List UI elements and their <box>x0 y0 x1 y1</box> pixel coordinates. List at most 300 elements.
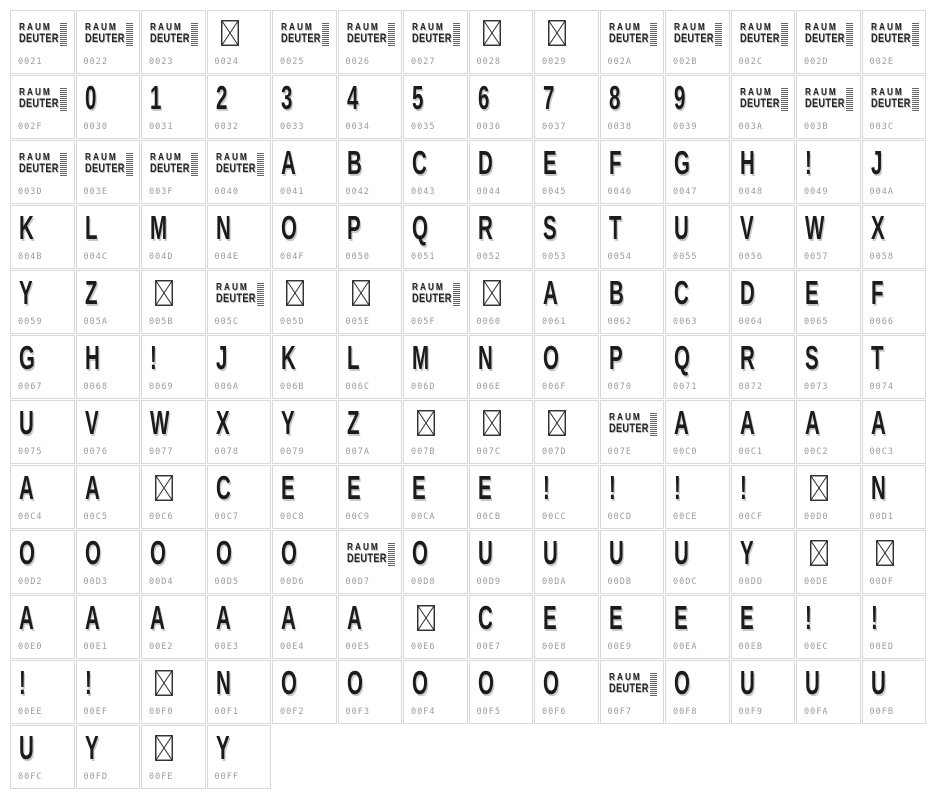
unicode-code-label: 002C <box>738 57 763 67</box>
glyph-cell[interactable] <box>141 205 206 269</box>
logo-vertical-microtext <box>912 88 919 112</box>
glyph-cell[interactable] <box>600 595 665 659</box>
character-glyph: E <box>543 144 557 181</box>
glyph-cell[interactable] <box>469 335 534 399</box>
glyph-cell[interactable] <box>338 205 403 269</box>
unicode-code-label: 00DF <box>869 577 894 587</box>
glyph-cell[interactable] <box>534 270 599 334</box>
unicode-code-label: 0054 <box>607 252 632 262</box>
glyph-cell[interactable] <box>469 595 534 659</box>
character-glyph: U <box>477 534 493 571</box>
glyph-cell[interactable] <box>534 465 599 529</box>
character-glyph: A <box>19 469 34 506</box>
unicode-code-label: 00DB <box>607 577 632 587</box>
glyph-cell[interactable] <box>796 595 861 659</box>
logo-line1: RAUM <box>215 152 249 163</box>
logo-vertical-microtext <box>257 283 264 307</box>
character-glyph: Y <box>19 274 33 311</box>
logo-line1: RAUM <box>19 22 52 33</box>
glyph-cell[interactable] <box>600 660 665 724</box>
glyph-cell[interactable] <box>10 270 75 334</box>
glyph-cell[interactable] <box>76 140 141 204</box>
character-glyph: E <box>346 469 361 506</box>
character-glyph: K <box>19 209 34 246</box>
logo-vertical-microtext <box>322 23 329 47</box>
glyph-cell[interactable] <box>469 270 534 334</box>
glyph-cell[interactable] <box>469 465 534 529</box>
glyph-cell[interactable] <box>141 270 206 334</box>
character-glyph: ! <box>84 664 92 701</box>
glyph-cell[interactable] <box>403 270 468 334</box>
glyph-cell[interactable] <box>207 140 272 204</box>
unicode-code-label: 00E9 <box>607 642 632 652</box>
character-glyph: Q <box>412 209 428 246</box>
glyph-cell[interactable] <box>731 530 796 594</box>
glyph-cell[interactable] <box>207 530 272 594</box>
glyph-cell[interactable] <box>469 75 534 139</box>
glyph-cell[interactable] <box>272 400 337 464</box>
glyph-cell[interactable] <box>796 205 861 269</box>
character-glyph: O <box>412 664 428 701</box>
notdef-box-icon <box>352 280 370 306</box>
glyph-cell[interactable] <box>403 595 468 659</box>
glyph-cell[interactable] <box>534 10 599 74</box>
logo-vertical-microtext <box>191 153 198 177</box>
glyph-cell[interactable] <box>76 725 141 789</box>
glyph-cell[interactable] <box>534 530 599 594</box>
glyph-cell[interactable] <box>796 75 861 139</box>
glyph-cell[interactable] <box>665 530 730 594</box>
unicode-code-label: 0027 <box>411 57 436 67</box>
glyph-cell[interactable] <box>76 270 141 334</box>
character-glyph: O <box>150 534 166 571</box>
glyph-cell[interactable] <box>338 335 403 399</box>
glyph-cell[interactable] <box>10 205 75 269</box>
character-glyph: U <box>739 664 755 701</box>
glyph-cell[interactable] <box>207 465 272 529</box>
unicode-code-label: 006A <box>214 382 239 392</box>
glyph-cell[interactable] <box>76 10 141 74</box>
unicode-code-label: 007E <box>607 447 632 457</box>
unicode-code-label: 006C <box>345 382 370 392</box>
unicode-code-label: 00E7 <box>476 642 501 652</box>
glyph-cell[interactable] <box>665 10 730 74</box>
glyph-cell[interactable] <box>862 530 927 594</box>
glyph-cell[interactable] <box>338 530 403 594</box>
logo-line2: DEUTER <box>281 33 321 45</box>
logo-line1: RAUM <box>412 22 445 33</box>
raumdeuter-logo-glyph <box>347 542 399 568</box>
glyph-cell[interactable] <box>665 75 730 139</box>
glyph-cell[interactable] <box>862 465 927 529</box>
unicode-code-label: 00CB <box>476 512 501 522</box>
unicode-code-label: 00DA <box>542 577 567 587</box>
raumdeuter-logo-glyph <box>674 22 726 48</box>
glyph-cell[interactable] <box>862 595 927 659</box>
glyph-cell[interactable] <box>338 465 403 529</box>
glyph-cell[interactable] <box>469 140 534 204</box>
character-glyph: R <box>739 339 755 376</box>
glyph-cell[interactable] <box>403 10 468 74</box>
notdef-box-icon <box>221 20 239 46</box>
glyph-cell[interactable] <box>731 205 796 269</box>
glyph-cell[interactable] <box>272 335 337 399</box>
glyph-cell[interactable] <box>272 530 337 594</box>
unicode-code-label: 005E <box>345 317 370 327</box>
logo-line1: RAUM <box>739 87 773 98</box>
raumdeuter-logo-glyph <box>216 152 268 178</box>
glyph-cell[interactable] <box>665 660 730 724</box>
logo-vertical-microtext <box>781 23 788 47</box>
glyph-cell[interactable] <box>600 530 665 594</box>
character-glyph: 6 <box>477 79 489 116</box>
character-glyph: Z <box>84 274 98 311</box>
glyph-cell[interactable] <box>600 140 665 204</box>
glyph-cell[interactable] <box>600 335 665 399</box>
unicode-code-label: 00FF <box>214 772 239 782</box>
glyph-cell[interactable] <box>141 465 206 529</box>
glyph-cell[interactable] <box>141 595 206 659</box>
glyph-cell[interactable] <box>862 10 927 74</box>
logo-vertical-microtext <box>388 543 395 567</box>
glyph-cell[interactable] <box>796 465 861 529</box>
unicode-code-label: 0058 <box>869 252 894 262</box>
character-glyph: A <box>215 599 231 636</box>
notdef-box-icon <box>483 280 501 306</box>
unicode-code-label: 00CE <box>673 512 698 522</box>
glyph-cell[interactable] <box>272 595 337 659</box>
character-glyph: Y <box>739 534 754 571</box>
glyph-cell[interactable] <box>731 465 796 529</box>
character-glyph: E <box>674 599 688 636</box>
glyph-cell[interactable] <box>534 335 599 399</box>
unicode-code-label: 006B <box>280 382 305 392</box>
glyph-cell[interactable] <box>10 725 75 789</box>
glyph-cell[interactable] <box>469 205 534 269</box>
unicode-code-label: 003F <box>149 187 174 197</box>
unicode-code-label: 0032 <box>214 122 239 132</box>
unicode-code-label: 0041 <box>280 187 305 197</box>
unicode-code-label: 0042 <box>345 187 370 197</box>
glyph-cell[interactable] <box>731 10 796 74</box>
glyph-cell[interactable] <box>10 10 75 74</box>
notdef-box-icon <box>417 605 435 631</box>
glyph-cell[interactable] <box>10 140 75 204</box>
glyph-cell[interactable] <box>731 595 796 659</box>
glyph-cell[interactable] <box>534 140 599 204</box>
character-glyph: T <box>870 339 884 376</box>
glyph-cell[interactable] <box>403 75 468 139</box>
glyph-cell[interactable] <box>469 660 534 724</box>
glyph-cell[interactable] <box>862 205 927 269</box>
unicode-code-label: 0030 <box>83 122 108 132</box>
glyph-cell[interactable] <box>338 270 403 334</box>
unicode-code-label: 0045 <box>542 187 567 197</box>
glyph-cell[interactable] <box>665 270 730 334</box>
glyph-cell[interactable] <box>534 75 599 139</box>
unicode-code-label: 00EF <box>83 707 108 717</box>
glyph-cell[interactable] <box>272 270 337 334</box>
glyph-cell[interactable] <box>403 335 468 399</box>
glyph-cell[interactable] <box>272 660 337 724</box>
raumdeuter-logo-glyph <box>19 152 71 178</box>
glyph-cell[interactable] <box>141 10 206 74</box>
character-glyph: H <box>84 339 100 376</box>
logo-vertical-microtext <box>126 153 133 177</box>
glyph-cell[interactable] <box>207 660 272 724</box>
glyph-cell[interactable] <box>272 140 337 204</box>
logo-line2: DEUTER <box>805 33 845 45</box>
unicode-code-label: 00E8 <box>542 642 567 652</box>
character-glyph: N <box>870 469 886 506</box>
glyph-cell[interactable] <box>207 270 272 334</box>
glyph-cell[interactable] <box>10 530 75 594</box>
logo-vertical-microtext <box>60 88 67 112</box>
unicode-code-label: 004F <box>280 252 305 262</box>
glyph-cell[interactable] <box>731 140 796 204</box>
glyph-cell[interactable] <box>796 660 861 724</box>
glyph-cell[interactable] <box>469 400 534 464</box>
glyph-cell[interactable] <box>207 335 272 399</box>
glyph-cell[interactable] <box>10 335 75 399</box>
glyph-cell[interactable] <box>862 75 927 139</box>
glyph-cell[interactable] <box>76 660 141 724</box>
glyph-cell[interactable] <box>600 10 665 74</box>
character-glyph: L <box>346 339 360 376</box>
glyph-cell[interactable] <box>76 205 141 269</box>
glyph-cell[interactable] <box>403 140 468 204</box>
unicode-code-label: 002E <box>869 57 894 67</box>
character-glyph: U <box>608 534 624 571</box>
glyph-cell[interactable] <box>403 205 468 269</box>
glyph-cell[interactable] <box>141 140 206 204</box>
unicode-code-label: 007B <box>411 447 436 457</box>
glyph-cell[interactable] <box>403 530 468 594</box>
unicode-code-label: 0047 <box>673 187 698 197</box>
glyph-cell[interactable] <box>534 205 599 269</box>
unicode-code-label: 0062 <box>607 317 632 327</box>
glyph-cell[interactable] <box>10 75 75 139</box>
unicode-code-label: 00F5 <box>476 707 501 717</box>
glyph-cell[interactable] <box>862 660 927 724</box>
glyph-cell[interactable] <box>600 270 665 334</box>
glyph-cell[interactable] <box>796 270 861 334</box>
unicode-code-label: 00C7 <box>214 512 239 522</box>
logo-line2: DEUTER <box>739 98 780 110</box>
unicode-code-label: 004D <box>149 252 174 262</box>
glyph-cell[interactable] <box>534 660 599 724</box>
glyph-cell[interactable] <box>403 400 468 464</box>
glyph-cell[interactable] <box>600 400 665 464</box>
logo-line1: RAUM <box>608 22 642 33</box>
glyph-cell[interactable] <box>862 335 927 399</box>
logo-line1: RAUM <box>84 152 118 163</box>
character-glyph: ! <box>543 469 550 506</box>
character-glyph: A <box>150 599 165 636</box>
glyph-cell[interactable] <box>796 400 861 464</box>
logo-line2: DEUTER <box>150 33 190 45</box>
unicode-code-label: 004A <box>869 187 894 197</box>
glyph-cell[interactable] <box>665 595 730 659</box>
glyph-cell[interactable] <box>731 660 796 724</box>
glyph-cell[interactable] <box>10 465 75 529</box>
logo-vertical-microtext <box>453 23 460 47</box>
glyph-cell[interactable] <box>338 660 403 724</box>
glyph-cell[interactable] <box>338 75 403 139</box>
glyph-cell[interactable] <box>600 465 665 529</box>
unicode-code-label: 00D8 <box>411 577 436 587</box>
glyph-cell[interactable] <box>665 465 730 529</box>
glyph-cell[interactable] <box>665 400 730 464</box>
unicode-code-label: 006E <box>476 382 501 392</box>
glyph-cell[interactable] <box>665 140 730 204</box>
glyph-cell[interactable] <box>141 400 206 464</box>
character-glyph: G <box>674 144 690 181</box>
logo-line2: DEUTER <box>674 33 714 45</box>
character-glyph: T <box>608 209 622 246</box>
glyph-cell[interactable] <box>796 140 861 204</box>
logo-line1: RAUM <box>346 22 380 33</box>
unicode-code-label: 0051 <box>411 252 436 262</box>
glyph-cell[interactable] <box>10 595 75 659</box>
logo-line1: RAUM <box>739 22 773 33</box>
logo-vertical-microtext <box>781 88 788 112</box>
character-glyph: V <box>84 404 99 441</box>
character-glyph: A <box>543 274 558 311</box>
glyph-cell[interactable] <box>600 75 665 139</box>
unicode-code-label: 0022 <box>83 57 108 67</box>
glyph-cell[interactable] <box>796 335 861 399</box>
glyph-cell[interactable] <box>534 400 599 464</box>
character-glyph: Z <box>346 404 360 441</box>
character-glyph: ! <box>739 469 747 506</box>
unicode-code-label: 00FD <box>83 772 108 782</box>
glyph-cell[interactable] <box>600 205 665 269</box>
glyph-cell[interactable] <box>272 205 337 269</box>
glyph-cell[interactable] <box>207 595 272 659</box>
glyph-cell[interactable] <box>272 10 337 74</box>
glyph-cell[interactable] <box>141 660 206 724</box>
glyph-cell[interactable] <box>76 530 141 594</box>
glyph-cell[interactable] <box>534 595 599 659</box>
glyph-cell[interactable] <box>469 10 534 74</box>
unicode-code-label: 00EA <box>673 642 698 652</box>
glyph-cell[interactable] <box>207 75 272 139</box>
unicode-code-label: 0044 <box>476 187 501 197</box>
glyph-cell[interactable] <box>338 400 403 464</box>
glyph-cell[interactable] <box>272 465 337 529</box>
glyph-cell[interactable] <box>731 400 796 464</box>
unicode-code-label: 0031 <box>149 122 174 132</box>
glyph-cell[interactable] <box>76 465 141 529</box>
character-glyph: P <box>608 339 623 376</box>
raumdeuter-logo-glyph <box>19 87 71 113</box>
character-glyph: N <box>215 209 231 246</box>
glyph-cell[interactable] <box>731 75 796 139</box>
glyph-cell[interactable] <box>76 400 141 464</box>
glyph-cell[interactable] <box>207 205 272 269</box>
glyph-cell[interactable] <box>141 335 206 399</box>
unicode-code-label: 003D <box>18 187 43 197</box>
character-glyph: E <box>543 599 557 636</box>
character-glyph: D <box>477 144 493 181</box>
glyph-cell[interactable] <box>862 400 927 464</box>
character-glyph: C <box>477 599 493 636</box>
glyph-cell[interactable] <box>862 140 927 204</box>
glyph-cell[interactable] <box>141 530 206 594</box>
glyph-cell[interactable] <box>469 530 534 594</box>
glyph-cell[interactable] <box>76 75 141 139</box>
glyph-cell[interactable] <box>272 75 337 139</box>
glyph-cell[interactable] <box>796 10 861 74</box>
character-glyph: 7 <box>543 79 555 116</box>
glyph-cell[interactable] <box>76 335 141 399</box>
glyph-cell[interactable] <box>207 10 272 74</box>
unicode-code-label: 00CF <box>738 512 763 522</box>
logo-line2: DEUTER <box>608 683 649 695</box>
glyph-cell[interactable] <box>862 270 927 334</box>
logo-line2: DEUTER <box>215 293 256 305</box>
unicode-code-label: 0065 <box>804 317 829 327</box>
unicode-code-label: 0064 <box>738 317 763 327</box>
unicode-code-label: 00C9 <box>345 512 370 522</box>
glyph-cell[interactable] <box>403 660 468 724</box>
character-glyph: Q <box>674 339 690 376</box>
glyph-cell[interactable] <box>731 335 796 399</box>
unicode-code-label: 0073 <box>804 382 829 392</box>
unicode-code-label: 0066 <box>869 317 894 327</box>
glyph-cell[interactable] <box>141 725 206 789</box>
raumdeuter-logo-glyph <box>150 22 202 48</box>
glyph-cell[interactable] <box>207 725 272 789</box>
character-glyph: G <box>19 339 35 376</box>
glyph-cell[interactable] <box>141 75 206 139</box>
unicode-code-label: 0028 <box>476 57 501 67</box>
unicode-code-label: 00F2 <box>280 707 305 717</box>
glyph-cell[interactable] <box>403 465 468 529</box>
unicode-code-label: 0075 <box>18 447 43 457</box>
unicode-code-label: 00F6 <box>542 707 567 717</box>
raumdeuter-logo-glyph <box>412 282 464 308</box>
logo-line2: DEUTER <box>805 98 845 110</box>
glyph-cell[interactable] <box>10 400 75 464</box>
glyph-cell[interactable] <box>10 660 75 724</box>
unicode-code-label: 006F <box>542 382 567 392</box>
logo-vertical-microtext <box>912 23 919 47</box>
character-glyph: ! <box>674 469 681 506</box>
glyph-cell[interactable] <box>665 205 730 269</box>
logo-line2: DEUTER <box>870 33 911 45</box>
unicode-code-label: 00F4 <box>411 707 436 717</box>
glyph-cell[interactable] <box>76 595 141 659</box>
character-glyph: E <box>477 469 492 506</box>
glyph-cell[interactable] <box>207 400 272 464</box>
glyph-cell[interactable] <box>796 530 861 594</box>
character-glyph: A <box>739 404 755 441</box>
glyph-cell[interactable] <box>338 10 403 74</box>
glyph-cell[interactable] <box>338 140 403 204</box>
character-glyph: ! <box>19 664 26 701</box>
logo-line2: DEUTER <box>150 163 190 175</box>
unicode-code-label: 00DE <box>804 577 829 587</box>
character-glyph: ! <box>805 599 812 636</box>
glyph-cell[interactable] <box>338 595 403 659</box>
unicode-code-label: 0052 <box>476 252 501 262</box>
logo-line2: DEUTER <box>870 98 911 110</box>
glyph-cell[interactable] <box>731 270 796 334</box>
glyph-cell[interactable] <box>665 335 730 399</box>
unicode-code-label: 00C2 <box>804 447 829 457</box>
